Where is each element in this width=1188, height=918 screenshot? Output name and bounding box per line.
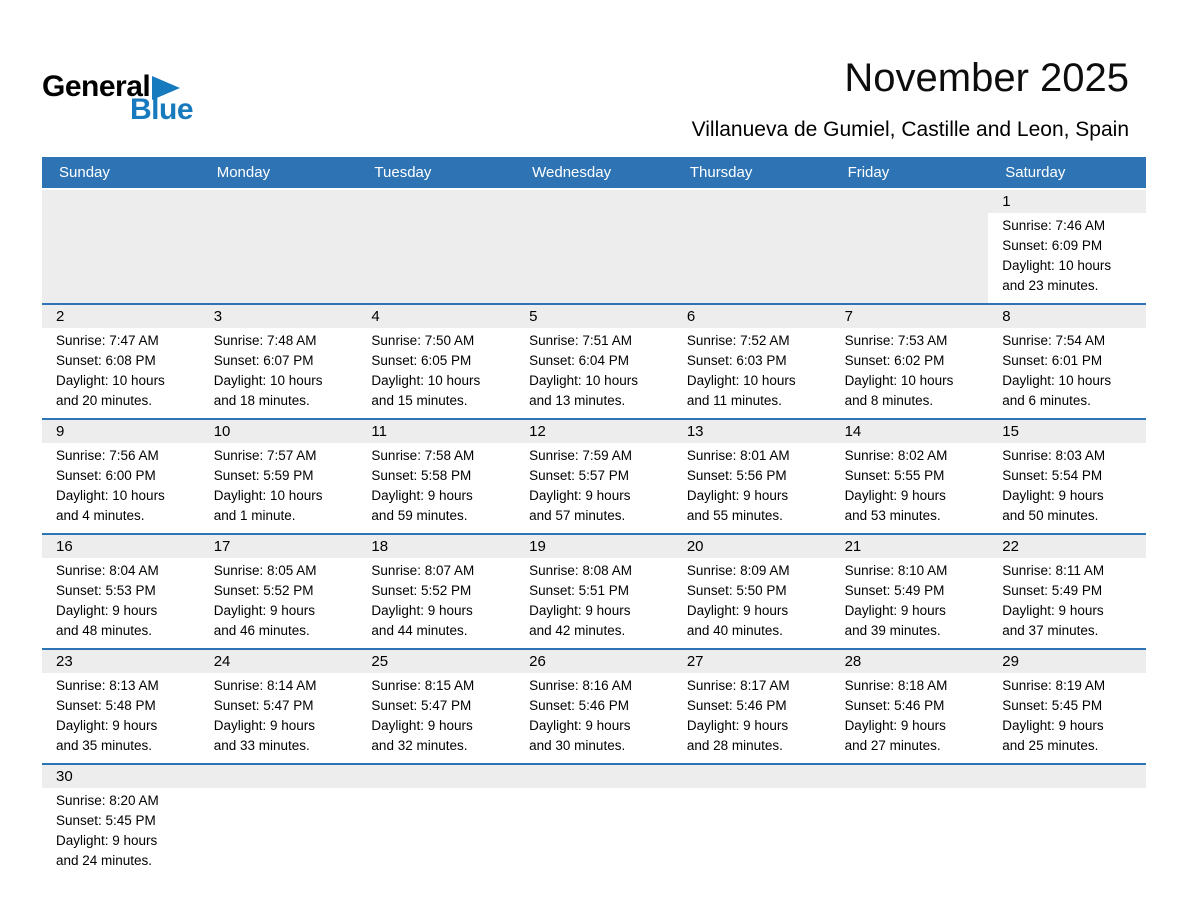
date-band <box>673 420 831 443</box>
day-detail-line: Daylight: 9 hours <box>371 718 473 733</box>
date-band <box>200 420 358 443</box>
weekday-header-thursday: Thursday <box>689 164 753 181</box>
calendar-grid <box>42 188 1146 878</box>
day-detail-line: and 37 minutes. <box>1002 623 1099 638</box>
date-band <box>200 190 358 213</box>
day-details <box>200 328 358 418</box>
day-detail-line: Sunset: 5:56 PM <box>686 468 787 483</box>
day-detail-line: and 28 minutes. <box>686 738 783 753</box>
date-band <box>357 190 515 213</box>
day-detail-line: Sunset: 6:08 PM <box>56 353 156 368</box>
day-detail-line: Daylight: 9 hours <box>213 603 316 618</box>
empty-day-body <box>42 213 200 303</box>
day-detail-line: Daylight: 10 hours <box>56 373 165 388</box>
day-detail-line: Sunrise: 7:58 AM <box>371 448 475 463</box>
day-detail-line: Sunset: 6:03 PM <box>686 353 787 368</box>
day-detail-line: Daylight: 9 hours <box>1002 603 1104 618</box>
page-header <box>0 0 1188 157</box>
empty-day-cell <box>42 190 200 303</box>
date-band <box>357 420 515 443</box>
date-band <box>200 535 358 558</box>
day-detail-line: Daylight: 9 hours <box>56 718 158 733</box>
page-title: November 2025 <box>844 56 1129 100</box>
date-number: 21 <box>844 538 862 555</box>
day-detail-line: Sunset: 5:45 PM <box>1002 698 1103 713</box>
day-detail-line: and 33 minutes. <box>213 738 310 753</box>
day-details <box>515 558 673 648</box>
day-detail-line: Daylight: 9 hours <box>371 603 473 618</box>
date-number: 14 <box>844 423 862 440</box>
day-detail-line: and 27 minutes. <box>844 738 941 753</box>
day-detail-line: Sunrise: 8:14 AM <box>213 678 317 693</box>
day-detail-line: Sunrise: 8:18 AM <box>844 678 948 693</box>
day-detail-line: and 40 minutes. <box>686 623 783 638</box>
date-band <box>200 305 358 328</box>
date-number: 27 <box>686 653 704 670</box>
day-detail-line: Sunrise: 7:50 AM <box>371 333 475 348</box>
date-band <box>673 650 831 673</box>
day-detail-line: Sunset: 5:49 PM <box>844 583 945 598</box>
empty-day-body <box>357 788 515 878</box>
week-row <box>42 188 1146 303</box>
empty-day-cell <box>673 190 831 303</box>
day-details <box>831 673 989 763</box>
weekday-header-tuesday: Tuesday <box>374 164 432 181</box>
date-band <box>831 190 989 213</box>
day-cell <box>42 420 200 533</box>
day-detail-line: and 42 minutes. <box>529 623 626 638</box>
empty-day-body <box>831 788 989 878</box>
day-detail-line: Sunset: 5:58 PM <box>371 468 472 483</box>
empty-day-body <box>515 788 673 878</box>
day-details <box>673 328 831 418</box>
day-detail-line: Sunset: 5:59 PM <box>213 468 314 483</box>
day-detail-line: and 4 minutes. <box>56 508 145 523</box>
date-band <box>988 420 1146 443</box>
empty-day-body <box>673 788 831 878</box>
day-details <box>515 328 673 418</box>
date-band <box>988 650 1146 673</box>
day-detail-line: Sunrise: 8:04 AM <box>56 563 159 578</box>
day-detail-line: Sunset: 6:09 PM <box>1002 238 1103 253</box>
day-detail-line: Sunset: 5:45 PM <box>56 813 156 828</box>
day-detail-line: Sunrise: 8:11 AM <box>1002 563 1105 578</box>
day-detail-line: and 46 minutes. <box>213 623 310 638</box>
day-detail-line: Sunset: 6:02 PM <box>844 353 945 368</box>
date-number: 10 <box>213 423 231 440</box>
day-details <box>988 328 1146 418</box>
day-details <box>42 673 200 763</box>
day-detail-line: Daylight: 10 hours <box>529 373 638 388</box>
date-band <box>673 535 831 558</box>
day-cell <box>357 535 515 648</box>
day-detail-line: and 57 minutes. <box>529 508 626 523</box>
day-cell <box>357 305 515 418</box>
weekday-header-monday: Monday <box>216 164 271 181</box>
logo-text-general: General <box>42 70 151 103</box>
date-band <box>200 650 358 673</box>
date-band <box>988 535 1146 558</box>
day-detail-line: Sunset: 5:53 PM <box>56 583 156 598</box>
empty-day-cell <box>200 190 358 303</box>
day-details <box>673 443 831 533</box>
day-cell <box>831 535 989 648</box>
day-detail-line: and 6 minutes. <box>1002 393 1091 408</box>
date-band <box>673 190 831 213</box>
day-detail-line: Sunrise: 7:47 AM <box>56 333 159 348</box>
day-details <box>357 443 515 533</box>
day-detail-line: Daylight: 10 hours <box>371 373 481 388</box>
week-row <box>42 418 1146 533</box>
day-detail-line: Sunrise: 8:07 AM <box>371 563 475 578</box>
empty-day-cell <box>357 765 515 878</box>
date-number: 23 <box>56 653 73 670</box>
day-detail-line: Daylight: 10 hours <box>1002 373 1112 388</box>
day-detail-line: Sunset: 6:07 PM <box>213 353 314 368</box>
date-band <box>515 190 673 213</box>
day-details <box>673 673 831 763</box>
day-detail-line: Daylight: 9 hours <box>529 488 631 503</box>
day-detail-line: Daylight: 9 hours <box>686 603 789 618</box>
weekday-header-saturday: Saturday <box>1005 164 1066 181</box>
week-row <box>42 763 1146 878</box>
day-detail-line: and 23 minutes. <box>1002 278 1099 293</box>
day-detail-line: Daylight: 9 hours <box>1002 718 1104 733</box>
date-band <box>831 650 989 673</box>
date-number: 4 <box>371 308 380 325</box>
day-detail-line: Sunset: 5:47 PM <box>371 698 472 713</box>
empty-day-body <box>515 213 673 303</box>
date-band <box>357 535 515 558</box>
date-number: 9 <box>56 423 65 440</box>
day-cell <box>200 420 358 533</box>
day-detail-line: Daylight: 10 hours <box>1002 258 1112 273</box>
day-detail-line: Daylight: 9 hours <box>1002 488 1104 503</box>
day-detail-line: and 20 minutes. <box>56 393 153 408</box>
day-detail-line: Sunset: 5:46 PM <box>844 698 945 713</box>
date-band <box>515 305 673 328</box>
date-band <box>673 765 831 788</box>
date-band <box>42 420 200 443</box>
day-cell <box>988 420 1146 533</box>
day-detail-line: Sunrise: 8:15 AM <box>371 678 475 693</box>
day-detail-line: Sunset: 5:54 PM <box>1002 468 1103 483</box>
empty-day-body <box>988 788 1146 878</box>
date-number: 3 <box>213 308 223 325</box>
logo-text-blue: Blue <box>130 93 194 126</box>
date-band <box>42 190 200 213</box>
empty-day-cell <box>831 190 989 303</box>
day-details <box>200 673 358 763</box>
day-details <box>357 673 515 763</box>
date-number: 2 <box>56 308 65 325</box>
day-detail-line: Daylight: 10 hours <box>213 373 323 388</box>
day-cell <box>42 305 200 418</box>
day-details <box>42 788 200 878</box>
day-cell <box>42 535 200 648</box>
day-detail-line: Daylight: 9 hours <box>844 718 946 733</box>
day-details <box>831 443 989 533</box>
date-band <box>357 765 515 788</box>
date-number: 18 <box>371 538 389 555</box>
date-number: 25 <box>371 653 389 670</box>
day-cell <box>42 650 200 763</box>
week-row <box>42 648 1146 763</box>
day-details <box>42 328 200 418</box>
date-number: 19 <box>529 538 546 555</box>
day-detail-line: Sunrise: 8:17 AM <box>686 678 790 693</box>
date-band <box>200 765 358 788</box>
general-blue-logo <box>42 72 193 125</box>
day-detail-line: Sunrise: 8:20 AM <box>56 793 159 808</box>
day-detail-line: Daylight: 9 hours <box>686 488 789 503</box>
date-band <box>831 765 989 788</box>
day-detail-line: Daylight: 10 hours <box>686 373 796 388</box>
day-detail-line: Sunrise: 7:59 AM <box>529 448 632 463</box>
day-detail-line: and 48 minutes. <box>56 623 153 638</box>
day-cell <box>673 650 831 763</box>
weekday-header-sunday: Sunday <box>59 164 110 181</box>
calendar <box>42 157 1146 878</box>
day-cell <box>515 650 673 763</box>
empty-day-cell <box>200 765 358 878</box>
day-detail-line: and 25 minutes. <box>1002 738 1099 753</box>
date-number: 1 <box>1002 193 1011 210</box>
date-number: 24 <box>213 653 231 670</box>
empty-day-body <box>831 213 989 303</box>
date-band <box>515 650 673 673</box>
day-detail-line: Daylight: 9 hours <box>529 603 631 618</box>
day-detail-line: Daylight: 9 hours <box>56 603 158 618</box>
week-row <box>42 303 1146 418</box>
day-detail-line: Daylight: 10 hours <box>56 488 165 503</box>
day-cell <box>357 650 515 763</box>
day-detail-line: and 18 minutes. <box>213 393 310 408</box>
day-cell <box>515 420 673 533</box>
date-band <box>357 650 515 673</box>
date-number: 8 <box>1002 308 1011 325</box>
day-details <box>515 673 673 763</box>
day-cell <box>200 305 358 418</box>
date-number: 6 <box>686 308 696 325</box>
empty-day-body <box>200 213 358 303</box>
day-detail-line: Daylight: 9 hours <box>56 833 158 848</box>
empty-day-cell <box>673 765 831 878</box>
day-detail-line: Daylight: 9 hours <box>686 718 789 733</box>
day-cell <box>357 420 515 533</box>
date-band <box>42 765 200 788</box>
date-number: 28 <box>844 653 862 670</box>
date-band <box>42 650 200 673</box>
day-detail-line: Daylight: 10 hours <box>213 488 323 503</box>
day-cell <box>200 650 358 763</box>
day-detail-line: and 59 minutes. <box>371 508 468 523</box>
day-detail-line: and 53 minutes. <box>844 508 941 523</box>
empty-day-body <box>673 213 831 303</box>
weekday-header-wednesday: Wednesday <box>532 164 612 181</box>
date-band <box>515 765 673 788</box>
day-detail-line: Sunrise: 7:51 AM <box>529 333 632 348</box>
day-detail-line: and 35 minutes. <box>56 738 153 753</box>
date-band <box>988 305 1146 328</box>
day-detail-line: Daylight: 10 hours <box>844 373 954 388</box>
day-detail-line: Sunset: 5:48 PM <box>56 698 156 713</box>
day-detail-line: Sunrise: 8:10 AM <box>844 563 948 578</box>
day-detail-line: Sunrise: 7:48 AM <box>213 333 317 348</box>
day-cell <box>515 535 673 648</box>
day-detail-line: Daylight: 9 hours <box>371 488 473 503</box>
date-number: 5 <box>529 308 538 325</box>
day-details <box>831 328 989 418</box>
day-detail-line: and 39 minutes. <box>844 623 941 638</box>
day-detail-line: Sunset: 5:49 PM <box>1002 583 1103 598</box>
day-detail-line: Sunrise: 8:09 AM <box>686 563 790 578</box>
week-row <box>42 533 1146 648</box>
location-subtitle: Villanueva de Gumiel, Castille and Leon, Spain <box>691 118 1129 141</box>
date-number: 22 <box>1002 538 1019 555</box>
day-cell <box>673 535 831 648</box>
date-band <box>673 305 831 328</box>
day-cell <box>200 535 358 648</box>
day-details <box>357 328 515 418</box>
day-detail-line: Sunset: 5:47 PM <box>213 698 314 713</box>
empty-day-cell <box>515 190 673 303</box>
day-cell <box>988 535 1146 648</box>
date-number: 20 <box>686 538 704 555</box>
date-band <box>988 765 1146 788</box>
empty-day-body <box>357 213 515 303</box>
day-detail-line: Sunset: 5:52 PM <box>371 583 472 598</box>
date-number: 29 <box>1002 653 1019 670</box>
day-detail-line: Sunrise: 7:54 AM <box>1002 333 1106 348</box>
day-detail-line: Sunrise: 7:53 AM <box>844 333 948 348</box>
day-detail-line: Sunrise: 7:56 AM <box>56 448 159 463</box>
date-band <box>357 305 515 328</box>
day-detail-line: Sunrise: 8:05 AM <box>213 563 317 578</box>
date-band <box>515 535 673 558</box>
date-number: 30 <box>56 768 73 785</box>
date-band <box>831 305 989 328</box>
date-number: 12 <box>529 423 546 440</box>
day-details <box>988 213 1146 303</box>
day-detail-line: Daylight: 9 hours <box>529 718 631 733</box>
day-detail-line: and 15 minutes. <box>371 393 468 408</box>
date-number: 11 <box>371 423 387 440</box>
empty-day-cell <box>988 765 1146 878</box>
weekday-header-row <box>42 157 1146 188</box>
weekday-header-friday: Friday <box>847 164 890 181</box>
day-detail-line: Sunrise: 7:52 AM <box>686 333 790 348</box>
date-band <box>42 305 200 328</box>
day-details <box>357 558 515 648</box>
day-details <box>42 443 200 533</box>
day-detail-line: Sunset: 6:04 PM <box>529 353 629 368</box>
day-detail-line: Sunrise: 8:13 AM <box>56 678 159 693</box>
empty-day-cell <box>515 765 673 878</box>
empty-day-cell <box>357 190 515 303</box>
day-cell <box>988 650 1146 763</box>
day-detail-line: Sunrise: 8:01 AM <box>686 448 790 463</box>
date-band <box>831 420 989 443</box>
day-detail-line: Sunset: 6:05 PM <box>371 353 472 368</box>
day-cell <box>42 765 200 878</box>
day-cell <box>831 305 989 418</box>
day-detail-line: Sunrise: 8:03 AM <box>1002 448 1106 463</box>
day-cell <box>988 305 1146 418</box>
day-detail-line: Sunrise: 7:57 AM <box>213 448 317 463</box>
date-band <box>515 420 673 443</box>
day-details <box>988 443 1146 533</box>
day-details <box>200 558 358 648</box>
day-details <box>200 443 358 533</box>
day-detail-line: and 8 minutes. <box>844 393 934 408</box>
day-detail-line: and 44 minutes. <box>371 623 468 638</box>
day-detail-line: Sunset: 5:51 PM <box>529 583 629 598</box>
date-band <box>831 535 989 558</box>
day-details <box>515 443 673 533</box>
day-detail-line: and 50 minutes. <box>1002 508 1099 523</box>
date-band <box>42 535 200 558</box>
day-detail-line: Daylight: 9 hours <box>844 603 946 618</box>
date-band <box>988 190 1146 213</box>
day-detail-line: Sunset: 5:55 PM <box>844 468 945 483</box>
day-cell <box>515 305 673 418</box>
day-detail-line: Sunset: 6:01 PM <box>1002 353 1103 368</box>
date-number: 7 <box>844 308 853 325</box>
day-detail-line: and 1 minute. <box>213 508 296 523</box>
day-detail-line: Sunset: 5:57 PM <box>529 468 629 483</box>
day-details <box>673 558 831 648</box>
day-detail-line: Sunrise: 8:02 AM <box>844 448 948 463</box>
date-number: 16 <box>56 538 73 555</box>
day-detail-line: Sunset: 5:52 PM <box>213 583 314 598</box>
day-detail-line: Sunset: 6:00 PM <box>56 468 156 483</box>
day-details <box>831 558 989 648</box>
day-detail-line: Sunrise: 8:19 AM <box>1002 678 1106 693</box>
day-cell <box>831 650 989 763</box>
day-detail-line: and 55 minutes. <box>686 508 783 523</box>
day-detail-line: and 13 minutes. <box>529 393 626 408</box>
date-number: 13 <box>686 423 704 440</box>
date-number: 17 <box>213 538 231 555</box>
day-detail-line: Daylight: 9 hours <box>213 718 316 733</box>
day-detail-line: Sunset: 5:50 PM <box>686 583 787 598</box>
day-detail-line: Daylight: 9 hours <box>844 488 946 503</box>
day-cell <box>988 190 1146 303</box>
day-details <box>988 558 1146 648</box>
day-detail-line: and 11 minutes. <box>686 393 782 408</box>
day-detail-line: Sunrise: 7:46 AM <box>1002 218 1106 233</box>
day-detail-line: Sunrise: 8:08 AM <box>529 563 632 578</box>
day-cell <box>673 420 831 533</box>
day-detail-line: Sunset: 5:46 PM <box>686 698 787 713</box>
day-detail-line: Sunrise: 8:16 AM <box>529 678 632 693</box>
day-details <box>42 558 200 648</box>
date-number: 15 <box>1002 423 1019 440</box>
day-cell <box>673 305 831 418</box>
day-cell <box>831 420 989 533</box>
day-detail-line: Sunset: 5:46 PM <box>529 698 629 713</box>
empty-day-body <box>200 788 358 878</box>
date-number: 26 <box>529 653 546 670</box>
day-details <box>988 673 1146 763</box>
day-detail-line: and 24 minutes. <box>56 853 153 868</box>
day-detail-line: and 30 minutes. <box>529 738 626 753</box>
empty-day-cell <box>831 765 989 878</box>
day-detail-line: and 32 minutes. <box>371 738 468 753</box>
